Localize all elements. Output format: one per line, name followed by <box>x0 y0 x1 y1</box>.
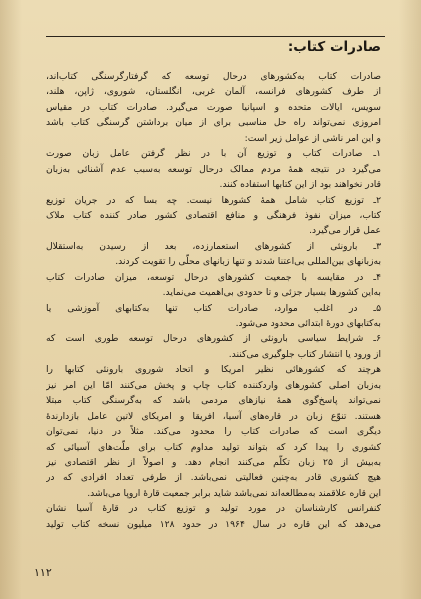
body-text <box>46 69 381 532</box>
text-line: قادر نخواهند بود از این کتابها استفاده کنند. <box>219 179 381 191</box>
text-line: امروزی نمی‌تواند راه حل مناسبی برای از میان برداشتن گرسنگی کتاب باشد <box>46 117 381 129</box>
text-line: نمی‌تواند پاسخ‌گوی همهٔ نیازهای مردمی باشد که به‌گرسنگی کتاب مبتلا <box>46 395 381 407</box>
page-edge-shadow-right <box>399 0 421 599</box>
text-line: دیگری است که صادرات کتاب را محدود می‌کند. مثلاً در دنیا، نمی‌توان <box>46 426 381 438</box>
text-line: کنفرانس کارشناسان در مورد تولید و توزیع کتاب در قارهٔ آسیا نشان <box>46 503 381 515</box>
text-line: عمل قرار می‌گیرد. <box>309 225 381 237</box>
text-line: هیچ کشوری قادر به‌چنین فعالیتی نمی‌باشد. از طرفی تعداد افرادی که در <box>46 472 381 484</box>
text-line: می‌گیرد در نتیجه همهٔ مردم ممالک درحال توسعه به‌سبب عدم آشنائی به‌زبان <box>46 163 381 175</box>
text-line: هرچند که کشورهائی نظیر امریکا و اتحاد شوروی بارونئی کتابها را <box>46 364 381 376</box>
text-line: می‌دهد که این قاره در سال ۱۹۶۴ در حدود ۱۲۸ میلیون نسخه کتاب تولید <box>46 518 381 530</box>
text-line: هستند. تنوّع زبان در قاره‌های آسیا، افریقا و امریکای لاتین عامل بازدارندهٔ <box>46 410 381 422</box>
text-line: به‌این کشورها بسیار جزئی و تا حدودی بی‌اهمیت می‌نماید. <box>162 287 381 299</box>
text-line: ۱ـ صادرات کتاب و توزیع آن با در نظر گرفتن عامل زبان صورت <box>46 148 381 160</box>
text-line: سویس، ایالات متحده و اسپانیا صورت می‌گیرد. صادرات کتاب در مقیاس <box>46 101 381 113</box>
text-line: ۲ـ توزیع کتاب شامل همهٔ کشورها نیست. چه بسا که در جریان توزیع <box>46 194 381 206</box>
page-edge-shadow-left <box>0 0 22 599</box>
text-line: ۵ـ در اغلب موارد، صادرات کتاب تنها به‌کتابهای آموزشی یا <box>46 302 381 314</box>
text-line: به‌کتابهای دورهٔ ابتدائی محدود می‌شود. <box>235 318 381 329</box>
text-line: به‌زبان اصلی کشورهای واردکننده کتاب چاپ و پخش می‌کنند امّا این امر نیز <box>46 379 381 391</box>
text-line: و این امر ناشی از عوامل زیر است: <box>244 132 381 144</box>
text-line: به‌زبانهای بین‌المللی بی‌اعتنا شدند و تنها زبانهای محلّی را تقویت کردند. <box>115 256 381 268</box>
text-line: این قاره علاقمند به‌مطالعه‌اند نمی‌باشد شاید برابر جمعیت قارهٔ اروپا می‌باشد. <box>87 487 381 499</box>
page-number: ۱۱۲ <box>34 566 52 579</box>
text-line: کشوری را پیدا کرد که بتواند تولید مداوم کتاب برای ملّت‌های آسیائی که <box>46 441 381 453</box>
text-line: ۴ـ در مقایسه با جمعیت کشورهای درحال توسعه، میزان صادرات کتاب <box>46 271 381 283</box>
text-line: از ورود یا انتشار کتاب جلوگیری می‌کنند. <box>228 348 381 360</box>
text-line: ۶ـ شرایط سیاسی بارونئی از کشورهای درحال توسعه طوری است که <box>46 333 381 345</box>
header-rule <box>46 36 385 37</box>
text-line: به‌بیش از ۲۵ زبان تکلّم می‌کنند انجام دهد. و اصولاً از نظر اقتصادی نیز <box>46 456 381 468</box>
text-line: از طرف کشورهای فرانسه، آلمان غربی، انگلستان، شوروی، ژاپن، هلند، <box>46 86 381 98</box>
text-line: کتاب، میزان نفوذ فرهنگی و منافع اقتصادی کشور صادر کننده کتاب ملاک <box>46 209 381 221</box>
text-line: ۳ـ بارونئی از کشورهای استعمارزده، بعد از رسیدن به‌استقلال <box>46 240 381 252</box>
section-heading: صادرات کتاب: <box>287 39 381 55</box>
text-line: صادرات کتاب به‌کشورهای درحال توسعه که گرفتارگرسنگی کتاب‌اند، <box>46 71 381 82</box>
